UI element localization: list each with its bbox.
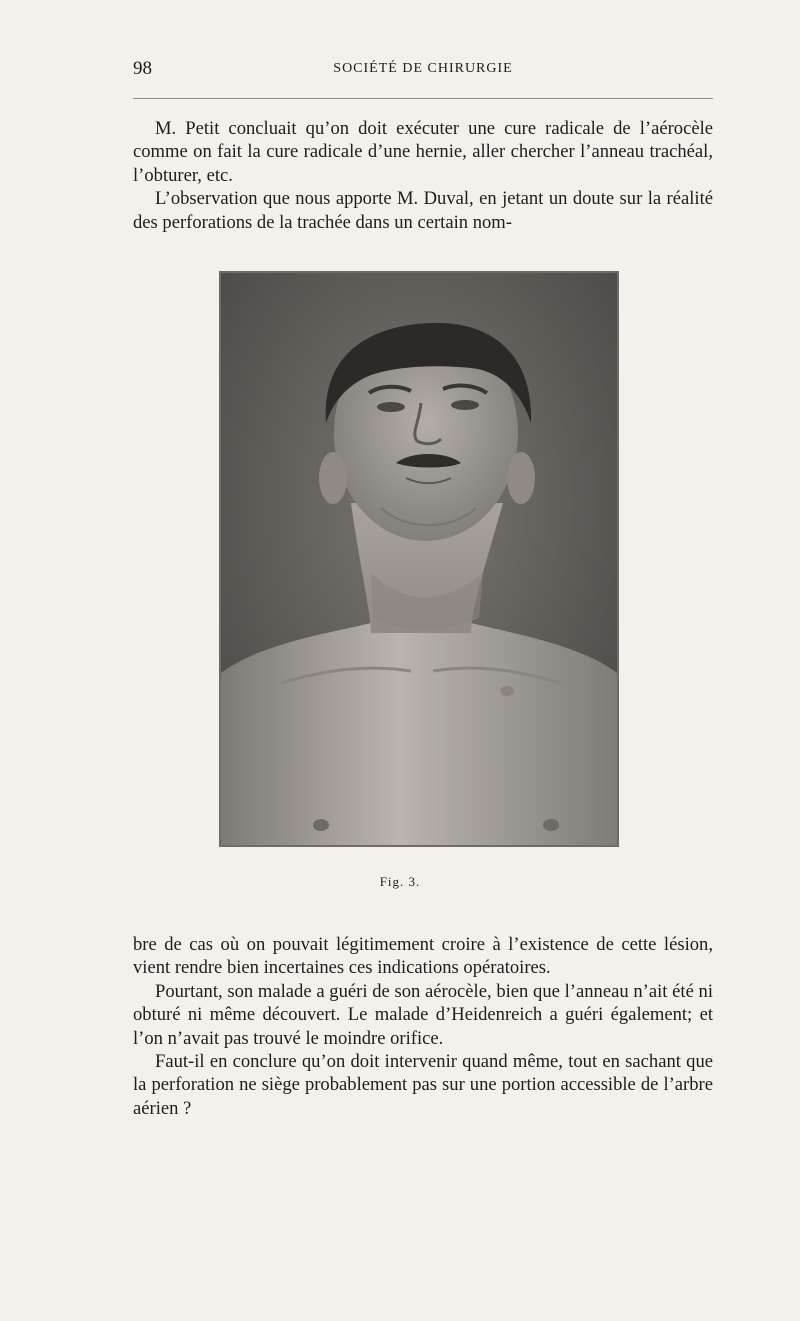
figure-photograph	[219, 271, 619, 847]
paragraph: Faut-il en conclure qu’on doit intervenir quand même, tout en sachant que la perforation ne siège probablement pas sur une portion accessible de l’arbre aérien ?	[133, 1051, 713, 1119]
paragraph: Pourtant, son malade a guéri de son aérocèle, bien que l’anneau n’ait été ni obturé ni même découvert. Le malade d’Heidenreich a guéri également; et l’on n’avait pas trouvé le moindre orifice.	[133, 980, 713, 1049]
figure-caption: Fig. 3.	[379, 874, 421, 889]
paragraph: M. Petit concluait qu’on doit exécuter une cure radicale de l’aérocèle comme on fait la cure radicale d’une hernie, aller chercher l’anneau trachéal, l’obturer, etc.	[133, 118, 713, 186]
patient-portrait-illustration	[221, 273, 617, 845]
header-rule	[133, 98, 713, 99]
paragraph: bre de cas où on pouvait légitimement croire à l’existence de cette lésion, vient rendre bien incertaines ces indications opératoires.	[133, 934, 713, 979]
running-title: SOCIÉTÉ DE CHIRURGIE	[333, 61, 513, 76]
running-head	[133, 58, 713, 86]
body-text-bottom	[133, 933, 713, 1120]
page-number: 98	[133, 58, 152, 79]
body-text-top	[133, 117, 713, 234]
paragraph: L’observation que nous apporte M. Duval, en jetant un doute sur la réalité des perforations de la trachée dans un certain nom-	[133, 188, 713, 233]
